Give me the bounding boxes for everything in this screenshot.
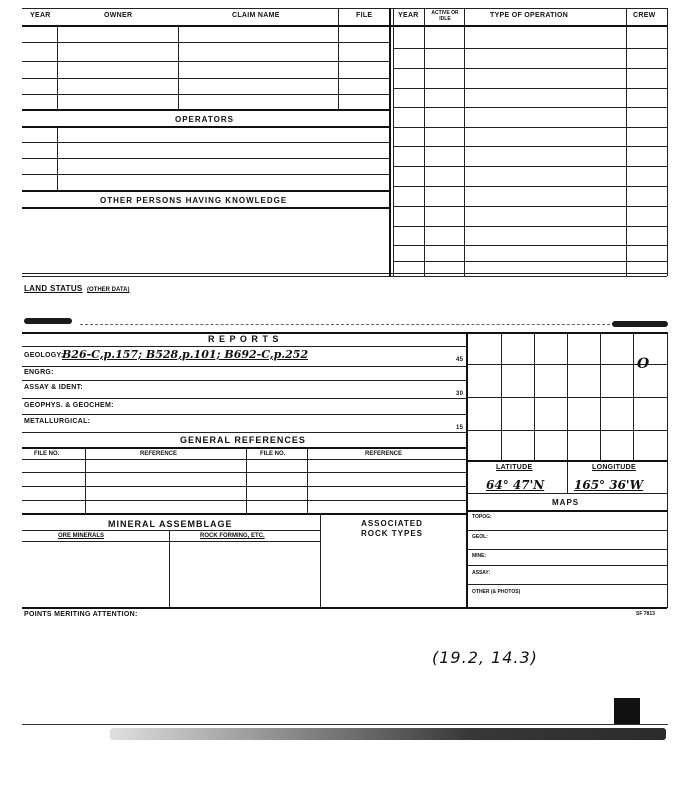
row-rule: [22, 126, 390, 128]
geology-num: 45: [456, 357, 464, 363]
row-rule: [393, 127, 667, 128]
longitude-value: 165° 36'W: [574, 478, 644, 492]
registration-mark: [614, 698, 640, 724]
row-rule: [393, 146, 667, 147]
maps-row: [467, 549, 667, 550]
mineral-assemblage-title: MINERAL ASSEMBLAGE: [108, 519, 233, 529]
row-rule: [22, 207, 390, 209]
row-rule: [393, 68, 667, 69]
header-year: YEAR: [30, 12, 51, 19]
gr-reference-2: REFERENCE: [365, 451, 403, 457]
grid-mark: O: [637, 356, 650, 372]
row-rule: [22, 432, 466, 433]
assay-ident-label: ASSAY & IDENT:: [24, 384, 84, 391]
maps-geol: GEOL:: [472, 534, 488, 540]
gr-reference-1: REFERENCE: [140, 451, 178, 457]
geophys-label: GEOPHYS. & GEOCHEM:: [24, 402, 114, 409]
longitude-label: LONGITUDE: [592, 464, 636, 471]
engrg-label: ENGRG:: [24, 369, 54, 376]
gr-col: [307, 447, 308, 513]
row-rule: [393, 48, 667, 49]
row-rule: [22, 414, 466, 415]
maps-other: OTHER (& PHOTOS): [472, 589, 521, 595]
header-active-or-idle: ACTIVE OR IDLE: [431, 10, 459, 22]
row-rule: [22, 42, 390, 43]
row-rule: [22, 366, 466, 367]
row-rule: [22, 174, 390, 175]
mineral-rule: [22, 530, 320, 531]
row-rule: [393, 261, 667, 262]
row-rule: [393, 107, 667, 108]
reports-header-rule: [22, 346, 466, 347]
grid-row: [467, 493, 667, 494]
header-crew: CREW: [633, 12, 656, 19]
row-rule: [393, 186, 667, 187]
geology-label: GEOLOGY:: [24, 352, 64, 359]
row-rule: [393, 206, 667, 207]
reports-divider: [466, 332, 468, 608]
row-rule: [22, 109, 390, 111]
reports-top-rule: [22, 332, 667, 334]
land-status-label: LAND STATUS: [24, 284, 83, 293]
form-number: SF 7813: [636, 611, 655, 617]
gr-header-rule: [22, 447, 466, 449]
row-rule: [22, 94, 390, 95]
table-bottom-border: [22, 276, 667, 277]
maps-assay: ASSAY:: [472, 570, 491, 576]
table-bottom-border: [22, 273, 667, 274]
coords-note: (19.2, 14.3): [432, 648, 538, 667]
ink-smear: [24, 318, 72, 324]
row-rule: [22, 380, 466, 381]
mineral-col: [320, 515, 321, 608]
assay-num: 30: [456, 391, 464, 397]
ink-smear: [612, 321, 668, 327]
grid-row: [467, 397, 667, 398]
col-rule: [57, 127, 58, 190]
rock-forming-label: ROCK FORMING, ETC.: [200, 533, 265, 539]
maps-row: [467, 530, 667, 531]
gr-row: [22, 472, 466, 473]
gr-col: [85, 447, 86, 513]
operators-label: OPERATORS: [175, 115, 234, 124]
header-owner: OWNER: [104, 12, 133, 19]
gr-bottom-rule: [22, 513, 466, 515]
maps-title: MAPS: [552, 498, 580, 507]
row-rule: [22, 78, 390, 79]
row-rule: [22, 398, 466, 399]
gr-file-no-2: FILE NO.: [260, 451, 286, 457]
maps-rule: [467, 510, 667, 512]
col-rule: [667, 8, 668, 276]
col-rule: [57, 26, 58, 110]
maps-row: [467, 565, 667, 566]
gr-row: [22, 500, 466, 501]
row-rule: [393, 88, 667, 89]
latitude-label: LATITUDE: [496, 464, 533, 471]
associated-rock-types: ASSOCIATED ROCK TYPES: [360, 519, 423, 538]
table-top-border: [22, 8, 667, 9]
geology-value: B26-C,p.157; B528,p.101; B692-C,p.252: [62, 348, 309, 361]
col-rule: [338, 8, 339, 110]
lat-long-divider: [567, 461, 568, 493]
ore-minerals-label: ORE MINERALS: [58, 533, 105, 539]
maps-topog: TOPOG:: [472, 514, 492, 520]
other-persons-label: OTHER PERSONS HAVING KNOWLEDGE: [100, 196, 288, 205]
form-bottom-rule: [22, 607, 667, 609]
general-references-title: GENERAL REFERENCES: [180, 435, 306, 445]
col-rule: [389, 8, 391, 276]
mineral-rule: [22, 541, 320, 542]
grid-row: [467, 430, 667, 431]
metallurgical-label: METALLURGICAL:: [24, 418, 91, 425]
header-type-of-operation: TYPE OF OPERATION: [490, 12, 569, 19]
row-rule: [22, 142, 390, 143]
maps-mine: MINE:: [472, 553, 487, 559]
header-file: FILE: [356, 12, 373, 19]
reports-title: R E P O R T S: [208, 334, 280, 344]
row-rule: [22, 158, 390, 159]
metallurgical-num: 15: [456, 425, 464, 431]
header-year-2: YEAR: [398, 12, 419, 19]
gr-file-no-1: FILE NO.: [34, 451, 60, 457]
land-status-sub: (OTHER DATA): [87, 287, 130, 293]
row-rule: [393, 166, 667, 167]
header-claim-name: CLAIM NAME: [232, 12, 280, 19]
gr-row: [22, 486, 466, 487]
latitude-value: 64° 47'N: [486, 478, 545, 492]
grid-col: [667, 332, 668, 608]
row-rule: [22, 61, 390, 62]
row-rule: [393, 245, 667, 246]
scan-smudge: [110, 728, 666, 740]
col-rule: [178, 26, 179, 110]
points-meriting-attention: POINTS MERITING ATTENTION:: [24, 611, 138, 618]
row-rule: [22, 190, 390, 192]
header-rule: [22, 25, 667, 27]
scan-line: [22, 724, 668, 725]
maps-row: [467, 584, 667, 585]
gr-col: [246, 447, 247, 513]
dashed-rule: [80, 324, 610, 325]
land-status: [24, 278, 129, 296]
gr-row: [22, 459, 466, 460]
row-rule: [393, 226, 667, 227]
